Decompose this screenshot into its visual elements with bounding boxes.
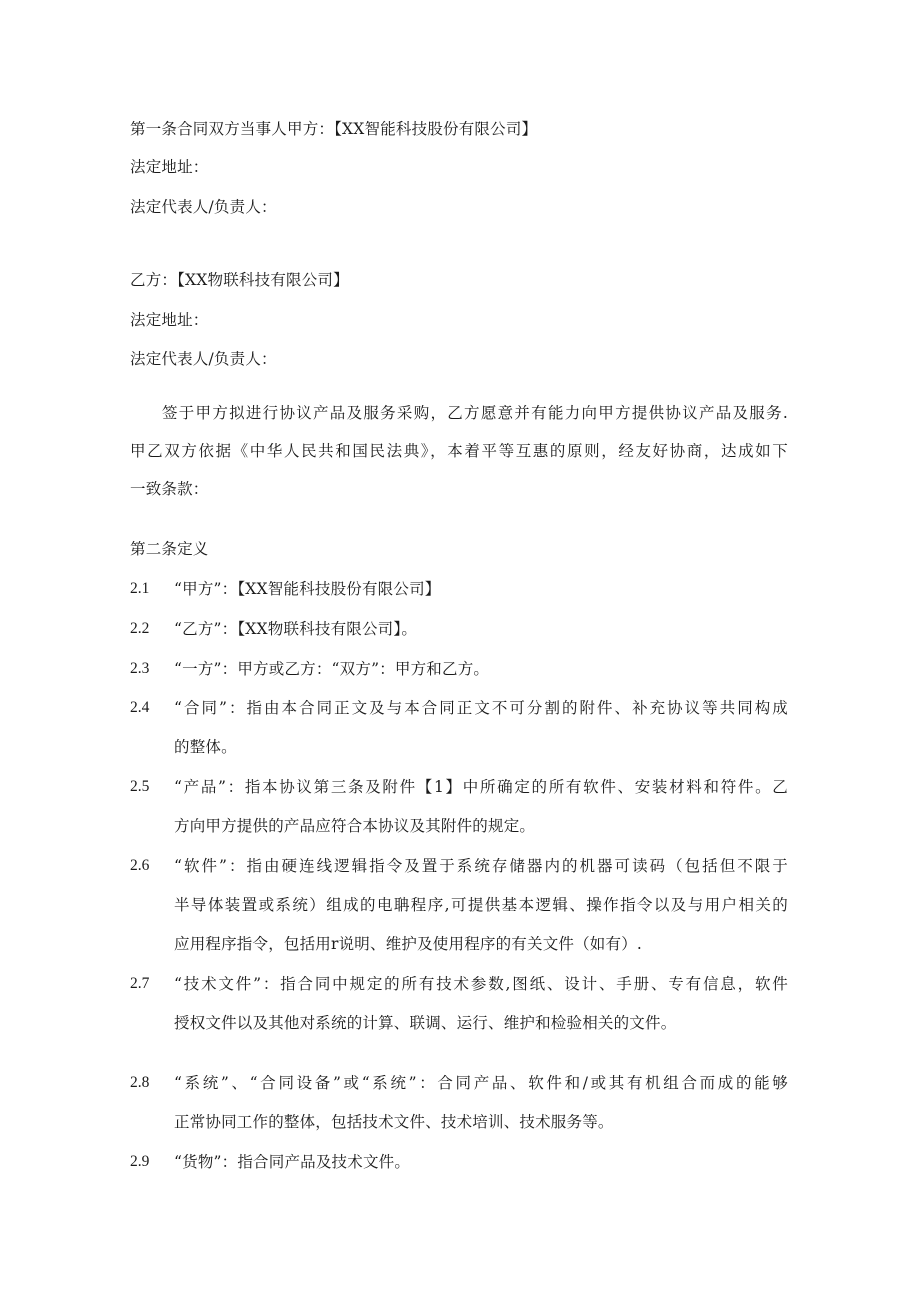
party-a-rep-label: 法定代表人/负责人： xyxy=(130,198,277,216)
clause-number: 2.1 xyxy=(130,580,150,597)
clause-text: “系统”、“合同设备”或“系统”：合同产品、软件和/或其有机组合而成的能够 xyxy=(174,1074,788,1092)
clause-text: “产品”：指本协议第三条及附件【1】中所确定的所有软件、安装材料和符件。乙 xyxy=(174,778,788,796)
clause-text: 的整体。 xyxy=(174,738,237,756)
preamble-line-3: 一致条款： xyxy=(130,480,209,498)
clause-text: “技术文件”：指合同中规定的所有技术参数,图纸、设计、手册、专有信息，软件 xyxy=(174,975,788,993)
party-b-rep-label: 法定代表人/负责人： xyxy=(130,350,277,368)
article-2-title: 第二条定义 xyxy=(130,540,209,558)
clause-number: 2.7 xyxy=(130,975,150,992)
party-b-address-label: 法定地址： xyxy=(130,311,209,329)
clause-text: “甲方”：【XX智能科技股份有限公司】 xyxy=(174,580,441,598)
clause-text: “货物”：指合同产品及技术文件。 xyxy=(174,1153,411,1171)
party-b-heading: 乙方：【XX物联科技有限公司】 xyxy=(130,271,349,289)
clause-number: 2.5 xyxy=(130,778,150,795)
clause-number: 2.6 xyxy=(130,857,150,874)
clause-text: 正常协同工作的整体，包括技术文件、技术培训、技术服务等。 xyxy=(174,1113,614,1131)
party-a-heading: 第一条合同双方当事人甲方：【XX智能科技股份有限公司】 xyxy=(130,120,538,138)
clause-number: 2.8 xyxy=(130,1074,150,1091)
clause-number: 2.4 xyxy=(130,699,150,716)
clause-number: 2.9 xyxy=(130,1153,150,1170)
party-a-address-label: 法定地址： xyxy=(130,158,209,176)
clause-number: 2.3 xyxy=(130,660,150,677)
clause-text: “一方”：甲方或乙方：“双方”：甲方和乙方。 xyxy=(174,660,490,678)
preamble-line-1: 签于甲方拟进行协议产品及服务采购，乙方愿意并有能力向甲方提供协议产品及服务. xyxy=(162,404,788,422)
clause-text: 应用程序指令，包括用r说明、维护及使用程序的有关文件（如有）. xyxy=(174,935,643,953)
clause-text: 方向甲方提供的产品应符合本协议及其附件的规定。 xyxy=(174,817,536,835)
clause-text: “乙方”：【XX物联科技有限公司】。 xyxy=(174,620,418,638)
clause-text: “软件”：指由硬连线逻辑指令及置于系统存储器内的机器可读码（包括但不限于 xyxy=(174,857,788,875)
clause-text: 半导体装置或系统）组成的电聃程序,可提供基本逻辑、操作指令以及与用户相关的 xyxy=(174,896,788,914)
clause-text: “合同”：指由本合同正文及与本合同正文不可分割的附件、补充协议等共同构成 xyxy=(174,699,788,717)
clause-text: 授权文件以及其他对系统的计算、联调、运行、维护和检验相关的文件。 xyxy=(174,1014,677,1032)
preamble-line-2: 甲乙双方依据《中华人民共和国民法典》，本着平等互惠的原则，经友好协商，达成如下 xyxy=(130,442,788,460)
clause-number: 2.2 xyxy=(130,620,150,637)
